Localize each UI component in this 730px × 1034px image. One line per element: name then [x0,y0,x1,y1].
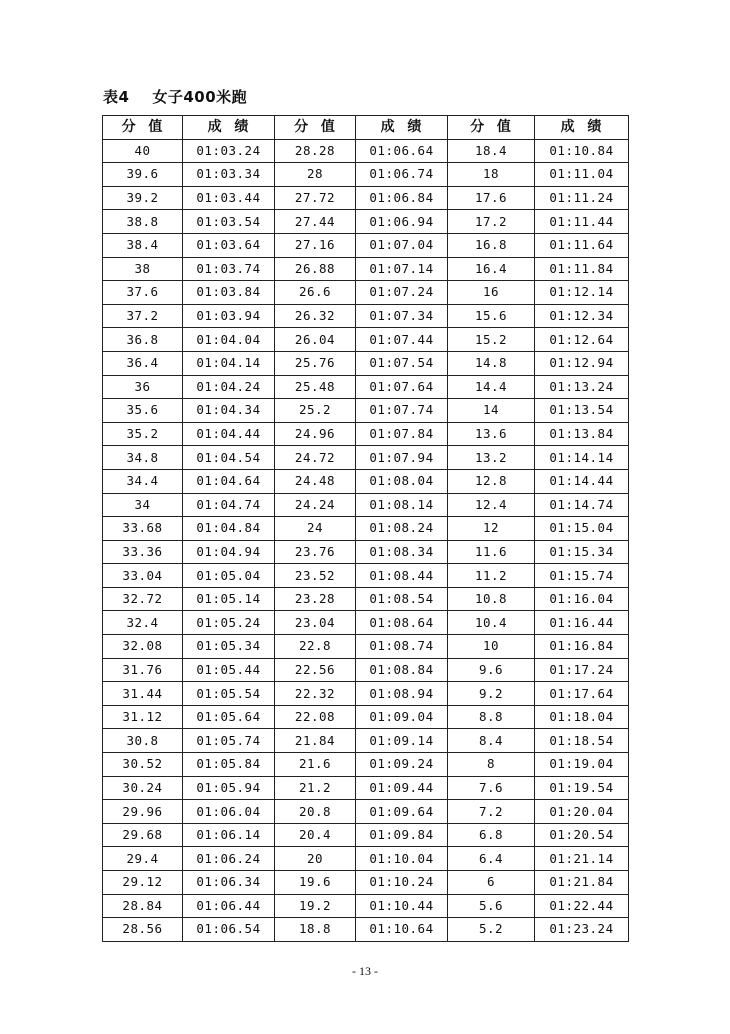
cell-score: 25.76 [275,351,356,375]
table-row [103,753,629,777]
cell-score: 26.32 [275,304,356,328]
cell-result: 01:11.24 [535,186,629,210]
cell-score: 36.4 [103,351,183,375]
cell-score: 11.2 [448,564,535,588]
cell-score: 33.04 [103,564,183,588]
cell-result: 01:12.14 [535,281,629,305]
cell-result: 01:05.14 [183,587,275,611]
cell-result: 01:04.04 [183,328,275,352]
cell-score: 5.6 [448,894,535,918]
cell-result: 01:20.04 [535,800,629,824]
cell-score: 10.8 [448,587,535,611]
cell-score: 29.96 [103,800,183,824]
cell-result: 01:03.54 [183,210,275,234]
table-header [103,116,629,140]
cell-score: 24.24 [275,493,356,517]
cell-score: 12.8 [448,469,535,493]
cell-score: 29.12 [103,871,183,895]
cell-score: 28.28 [275,139,356,163]
cell-result: 01:09.14 [356,729,448,753]
cell-result: 01:12.94 [535,351,629,375]
cell-score: 33.68 [103,517,183,541]
cell-result: 01:06.44 [183,894,275,918]
cell-result: 01:05.54 [183,682,275,706]
cell-result: 01:16.44 [535,611,629,635]
cell-result: 01:05.84 [183,753,275,777]
cell-result: 01:06.24 [183,847,275,871]
cell-score: 18.8 [275,918,356,942]
cell-score: 15.2 [448,328,535,352]
cell-score: 31.44 [103,682,183,706]
table-row [103,399,629,423]
cell-score: 6 [448,871,535,895]
cell-result: 01:04.94 [183,540,275,564]
cell-result: 01:16.04 [535,587,629,611]
cell-result: 01:08.44 [356,564,448,588]
cell-result: 01:05.64 [183,705,275,729]
table-row [103,540,629,564]
cell-score: 7.6 [448,776,535,800]
cell-score: 22.8 [275,635,356,659]
cell-result: 01:08.24 [356,517,448,541]
cell-score: 26.04 [275,328,356,352]
cell-result: 01:10.04 [356,847,448,871]
cell-result: 01:23.24 [535,918,629,942]
cell-result: 01:15.34 [535,540,629,564]
cell-result: 01:14.74 [535,493,629,517]
header-score-1: 分 值 [103,116,183,140]
header-result-2: 成 绩 [356,116,448,140]
cell-result: 01:09.44 [356,776,448,800]
cell-result: 01:19.54 [535,776,629,800]
cell-score: 6.8 [448,823,535,847]
cell-result: 01:03.44 [183,186,275,210]
cell-score: 38.4 [103,233,183,257]
cell-score: 20.8 [275,800,356,824]
cell-score: 26.88 [275,257,356,281]
cell-result: 01:18.54 [535,729,629,753]
cell-score: 21.6 [275,753,356,777]
cell-result: 01:03.34 [183,163,275,187]
cell-score: 9.6 [448,658,535,682]
cell-result: 01:08.84 [356,658,448,682]
table-row [103,705,629,729]
cell-score: 21.84 [275,729,356,753]
cell-score: 18 [448,163,535,187]
cell-result: 01:04.24 [183,375,275,399]
cell-result: 01:06.54 [183,918,275,942]
cell-score: 35.6 [103,399,183,423]
cell-result: 01:07.14 [356,257,448,281]
cell-score: 23.04 [275,611,356,635]
table-row [103,351,629,375]
cell-result: 01:20.54 [535,823,629,847]
header-row [103,116,629,140]
table-row [103,186,629,210]
cell-score: 40 [103,139,183,163]
cell-score: 15.6 [448,304,535,328]
cell-score: 16.8 [448,233,535,257]
cell-score: 22.08 [275,705,356,729]
cell-result: 01:05.44 [183,658,275,682]
cell-score: 24 [275,517,356,541]
cell-result: 01:13.54 [535,399,629,423]
cell-score: 35.2 [103,422,183,446]
cell-score: 30.52 [103,753,183,777]
cell-score: 19.6 [275,871,356,895]
cell-result: 01:06.74 [356,163,448,187]
table-row [103,729,629,753]
cell-result: 01:10.24 [356,871,448,895]
cell-result: 01:18.04 [535,705,629,729]
cell-score: 32.72 [103,587,183,611]
cell-score: 28.84 [103,894,183,918]
cell-score: 14.8 [448,351,535,375]
cell-result: 01:06.14 [183,823,275,847]
cell-score: 8.8 [448,705,535,729]
cell-score: 34.8 [103,446,183,470]
cell-result: 01:06.64 [356,139,448,163]
table-row [103,776,629,800]
cell-score: 17.2 [448,210,535,234]
cell-score: 39.2 [103,186,183,210]
cell-score: 29.68 [103,823,183,847]
cell-result: 01:04.54 [183,446,275,470]
cell-result: 01:14.14 [535,446,629,470]
cell-score: 8.4 [448,729,535,753]
cell-result: 01:10.64 [356,918,448,942]
cell-result: 01:08.54 [356,587,448,611]
cell-result: 01:15.04 [535,517,629,541]
cell-score: 27.16 [275,233,356,257]
table-row [103,517,629,541]
cell-result: 01:04.44 [183,422,275,446]
cell-score: 10.4 [448,611,535,635]
table-row [103,918,629,942]
cell-score: 36 [103,375,183,399]
cell-score: 27.44 [275,210,356,234]
table-row [103,281,629,305]
cell-score: 38 [103,257,183,281]
cell-score: 24.72 [275,446,356,470]
cell-score: 13.6 [448,422,535,446]
cell-score: 28 [275,163,356,187]
table-row [103,635,629,659]
cell-result: 01:09.64 [356,800,448,824]
cell-result: 01:08.04 [356,469,448,493]
cell-result: 01:11.84 [535,257,629,281]
cell-result: 01:10.84 [535,139,629,163]
cell-result: 01:12.34 [535,304,629,328]
table-row [103,823,629,847]
cell-result: 01:12.64 [535,328,629,352]
page-title: 表4 女子400米跑 [103,88,248,106]
table-row [103,800,629,824]
cell-result: 01:04.14 [183,351,275,375]
cell-score: 26.6 [275,281,356,305]
cell-score: 9.2 [448,682,535,706]
cell-result: 01:06.34 [183,871,275,895]
cell-result: 01:03.94 [183,304,275,328]
cell-score: 16 [448,281,535,305]
cell-score: 22.56 [275,658,356,682]
cell-result: 01:07.64 [356,375,448,399]
cell-score: 34 [103,493,183,517]
table-row [103,611,629,635]
table-row [103,682,629,706]
cell-result: 01:03.74 [183,257,275,281]
cell-score: 12.4 [448,493,535,517]
cell-score: 8 [448,753,535,777]
cell-result: 01:07.44 [356,328,448,352]
cell-result: 01:09.24 [356,753,448,777]
cell-result: 01:19.04 [535,753,629,777]
cell-result: 01:07.94 [356,446,448,470]
cell-result: 01:08.94 [356,682,448,706]
cell-result: 01:04.64 [183,469,275,493]
table-row [103,658,629,682]
cell-result: 01:14.44 [535,469,629,493]
cell-result: 01:06.04 [183,800,275,824]
cell-score: 10 [448,635,535,659]
cell-result: 01:06.94 [356,210,448,234]
cell-score: 21.2 [275,776,356,800]
cell-score: 14.4 [448,375,535,399]
cell-score: 36.8 [103,328,183,352]
cell-score: 22.32 [275,682,356,706]
cell-score: 23.28 [275,587,356,611]
table-row [103,304,629,328]
cell-result: 01:03.64 [183,233,275,257]
header-result-1: 成 绩 [183,116,275,140]
cell-result: 01:04.84 [183,517,275,541]
cell-result: 01:10.44 [356,894,448,918]
cell-score: 11.6 [448,540,535,564]
cell-score: 27.72 [275,186,356,210]
score-table [102,115,629,942]
cell-score: 18.4 [448,139,535,163]
cell-score: 34.4 [103,469,183,493]
table-row [103,564,629,588]
cell-result: 01:15.74 [535,564,629,588]
cell-result: 01:11.04 [535,163,629,187]
cell-score: 39.6 [103,163,183,187]
cell-score: 6.4 [448,847,535,871]
cell-result: 01:05.74 [183,729,275,753]
cell-score: 24.96 [275,422,356,446]
cell-result: 01:03.84 [183,281,275,305]
table-row [103,422,629,446]
cell-result: 01:07.04 [356,233,448,257]
cell-result: 01:07.84 [356,422,448,446]
cell-result: 01:07.74 [356,399,448,423]
cell-score: 32.4 [103,611,183,635]
cell-score: 25.48 [275,375,356,399]
cell-score: 14 [448,399,535,423]
cell-score: 38.8 [103,210,183,234]
cell-result: 01:04.74 [183,493,275,517]
cell-score: 25.2 [275,399,356,423]
cell-score: 33.36 [103,540,183,564]
cell-result: 01:04.34 [183,399,275,423]
table-row [103,375,629,399]
cell-result: 01:11.64 [535,233,629,257]
cell-result: 01:05.24 [183,611,275,635]
cell-result: 01:13.84 [535,422,629,446]
cell-score: 31.76 [103,658,183,682]
cell-result: 01:09.84 [356,823,448,847]
cell-result: 01:13.24 [535,375,629,399]
cell-result: 01:17.64 [535,682,629,706]
cell-result: 01:08.74 [356,635,448,659]
cell-result: 01:17.24 [535,658,629,682]
cell-result: 01:21.84 [535,871,629,895]
cell-result: 01:11.44 [535,210,629,234]
cell-result: 01:16.84 [535,635,629,659]
page-number: - 13 - [352,964,378,978]
cell-score: 30.24 [103,776,183,800]
header-score-3: 分 值 [448,116,535,140]
cell-score: 19.2 [275,894,356,918]
cell-score: 37.2 [103,304,183,328]
table-row [103,847,629,871]
cell-score: 20 [275,847,356,871]
table-row [103,257,629,281]
cell-score: 20.4 [275,823,356,847]
cell-score: 12 [448,517,535,541]
cell-score: 37.6 [103,281,183,305]
cell-result: 01:03.24 [183,139,275,163]
cell-result: 01:06.84 [356,186,448,210]
table-row [103,894,629,918]
cell-result: 01:08.34 [356,540,448,564]
cell-result: 01:07.24 [356,281,448,305]
header-score-2: 分 值 [275,116,356,140]
cell-score: 23.52 [275,564,356,588]
cell-score: 7.2 [448,800,535,824]
cell-result: 01:05.04 [183,564,275,588]
table-row [103,871,629,895]
cell-score: 30.8 [103,729,183,753]
cell-result: 01:08.64 [356,611,448,635]
table-row [103,139,629,163]
cell-result: 01:07.34 [356,304,448,328]
cell-score: 24.48 [275,469,356,493]
cell-score: 28.56 [103,918,183,942]
cell-result: 01:09.04 [356,705,448,729]
table-row [103,328,629,352]
cell-score: 16.4 [448,257,535,281]
table-row [103,210,629,234]
cell-result: 01:05.94 [183,776,275,800]
cell-score: 5.2 [448,918,535,942]
cell-result: 01:07.54 [356,351,448,375]
table-row [103,233,629,257]
table-row [103,493,629,517]
cell-score: 17.6 [448,186,535,210]
table-row [103,163,629,187]
cell-score: 23.76 [275,540,356,564]
cell-result: 01:22.44 [535,894,629,918]
cell-result: 01:21.14 [535,847,629,871]
cell-score: 32.08 [103,635,183,659]
cell-score: 29.4 [103,847,183,871]
cell-result: 01:05.34 [183,635,275,659]
cell-score: 13.2 [448,446,535,470]
table-body [103,139,629,941]
cell-result: 01:08.14 [356,493,448,517]
cell-score: 31.12 [103,705,183,729]
table-row [103,587,629,611]
header-result-3: 成 绩 [535,116,629,140]
table-row [103,469,629,493]
table-row [103,446,629,470]
